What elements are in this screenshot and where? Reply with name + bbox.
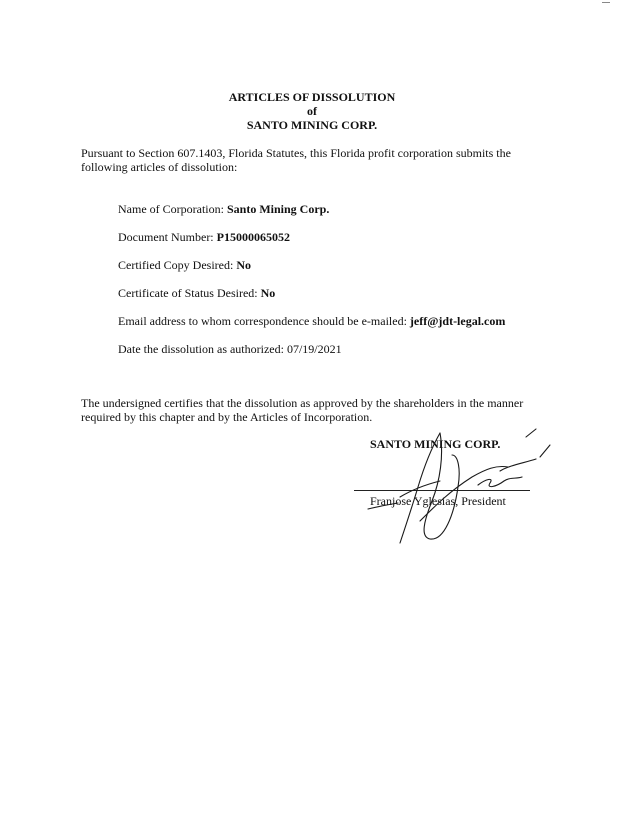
- field-value: jeff@jdt-legal.com: [409, 314, 506, 328]
- field-label: Certified Copy Desired:: [118, 258, 237, 272]
- field-label: Document Number:: [118, 230, 217, 244]
- field-label: Date the dissolution as authorized:: [118, 342, 287, 356]
- field-value: No: [236, 258, 251, 272]
- field-label: Name of Corporation:: [118, 202, 227, 216]
- field-value: Santo Mining Corp.: [226, 202, 330, 216]
- certification-paragraph: The undersigned certifies that the dissolution as approved by the shareholders in the manner required by this chapter and by the Articles of Incorporation.: [81, 396, 524, 424]
- document-title: [0, 90, 624, 132]
- title-line-3: SANTO MINING CORP.: [246, 118, 378, 132]
- field-value: 07/19/2021: [286, 342, 342, 356]
- field-corporation-name: [118, 202, 329, 216]
- title-line-1: ARTICLES OF DISSOLUTION: [228, 90, 396, 104]
- signer-name: Franjose Yglesias, President: [370, 494, 506, 508]
- title-line-2: of: [307, 104, 317, 118]
- field-value: P15000065052: [216, 230, 290, 244]
- field-label: Certificate of Status Desired:: [118, 286, 261, 300]
- signature-corporation-name: SANTO MINING CORP.: [370, 437, 501, 451]
- scan-mark: [602, 2, 610, 6]
- field-certificate-of-status: [118, 286, 275, 300]
- field-value: No: [260, 286, 276, 300]
- handwritten-signature: [340, 425, 560, 555]
- intro-paragraph: Pursuant to Section 607.1403, Florida Statutes, this Florida profit corporation submits the following articles of dissolution:: [81, 146, 511, 174]
- field-dissolution-date: [118, 342, 342, 356]
- field-document-number: [118, 230, 290, 244]
- field-certified-copy: [118, 258, 251, 272]
- field-email: [118, 314, 505, 328]
- field-label: Email address to whom correspondence should be e-mailed:: [118, 314, 410, 328]
